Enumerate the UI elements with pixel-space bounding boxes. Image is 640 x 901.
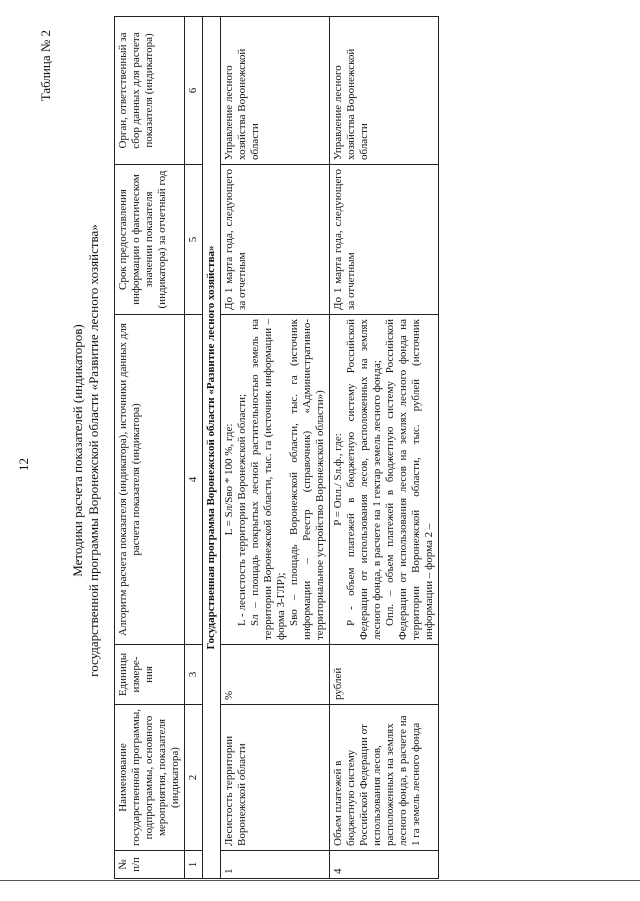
column-numbers-row [185,17,203,879]
indicator-organ: Управление лесного хозяйства Воронежской области [330,17,439,165]
indicator-algorithm [221,315,330,645]
indicator-algorithm [330,315,439,645]
formula: L = Sл/Sво * 100 %, где: [223,423,235,536]
column-number: 6 [185,17,203,165]
section-row [203,17,221,879]
indicators-table [114,16,439,879]
header-name: Наименование государственной программы, подпрограммы, основного мероприятия, показателя (индикатора) [115,705,185,851]
indicator-unit: рублей [330,645,439,705]
column-number: 2 [185,705,203,851]
document-title: Методики расчета показателей (индикаторов) [70,324,85,577]
algorithm-line: Sво – площадь Воронежской области, тыс. га (источник информации – Реестр (справочник) «Административно-территориальное устройство Воронежской области») [288,319,326,640]
indicator-organ: Управление лесного хозяйства Воронежской области [221,17,330,165]
header-number: № п/п [115,851,185,879]
table-label: Таблица № 2 [38,30,53,102]
header-organ: Орган, ответственный за сбор данных для расчета показателя (индикатора) [115,17,185,165]
table-header-row [115,17,185,879]
header-unit: Единицы измере-ния [115,645,185,705]
row-number: 1 [221,851,330,879]
formula: P = Опл./ Sл.ф., где: [332,433,344,526]
header-deadline: Срок предоставления информации о фактическом значении показателя (индикатора) за отчетный год [115,165,185,315]
section-title: Государственная программа Воронежской области «Развитие лесного хозяйства» [203,17,221,879]
page-number: 12 [16,458,31,471]
algorithm-line: P - объем платежей в бюджетную систему Российской Федерации от использования лесов, расположенных на землях лесного фонда, в расчете на 1 гектар земель лесного фонда; [345,319,383,640]
algorithm-line: L - лесистость территории Воронежской области; [236,393,248,626]
algorithm-line: Опл. – объем платежей в бюджетную систему Российской Федерации от использования лесов на землях лесного фонда на территории Воронежской области, тыс. рублей (источник информации – форма 2 – [384,319,435,640]
indicator-name: Лесистость территории Воронежской области [221,705,330,851]
indicator-unit: % [221,645,330,705]
indicator-name: Объем платежей в бюджетную систему Российской Федерации от использования лесов, расположенных на землях лесного фонда, в расчете на 1 га земель лесного фонда [330,705,439,851]
algorithm-line: Sл – площадь покрытых лесной растительностью земель на территории Воронежской области, тыс. га (источник информации – форма 3-ГЛР); [249,319,287,640]
column-number: 1 [185,851,203,879]
header-algorithm: Алгоритм расчета показателя (индикатора), источники данных для расчета показателя (индикатора) [115,315,185,645]
document-subtitle: государственной программы Воронежской области «Развитие лесного хозяйства» [86,224,101,677]
column-number: 4 [185,315,203,645]
indicator-deadline: До 1 марта года, следующего за отчетным [221,165,330,315]
row-number: 4 [330,851,439,879]
table-row [330,17,439,879]
table-row [221,17,330,879]
column-number: 3 [185,645,203,705]
indicator-deadline: До 1 марта года, следующего за отчетным [330,165,439,315]
column-number: 5 [185,165,203,315]
algorithm-content [332,319,436,640]
